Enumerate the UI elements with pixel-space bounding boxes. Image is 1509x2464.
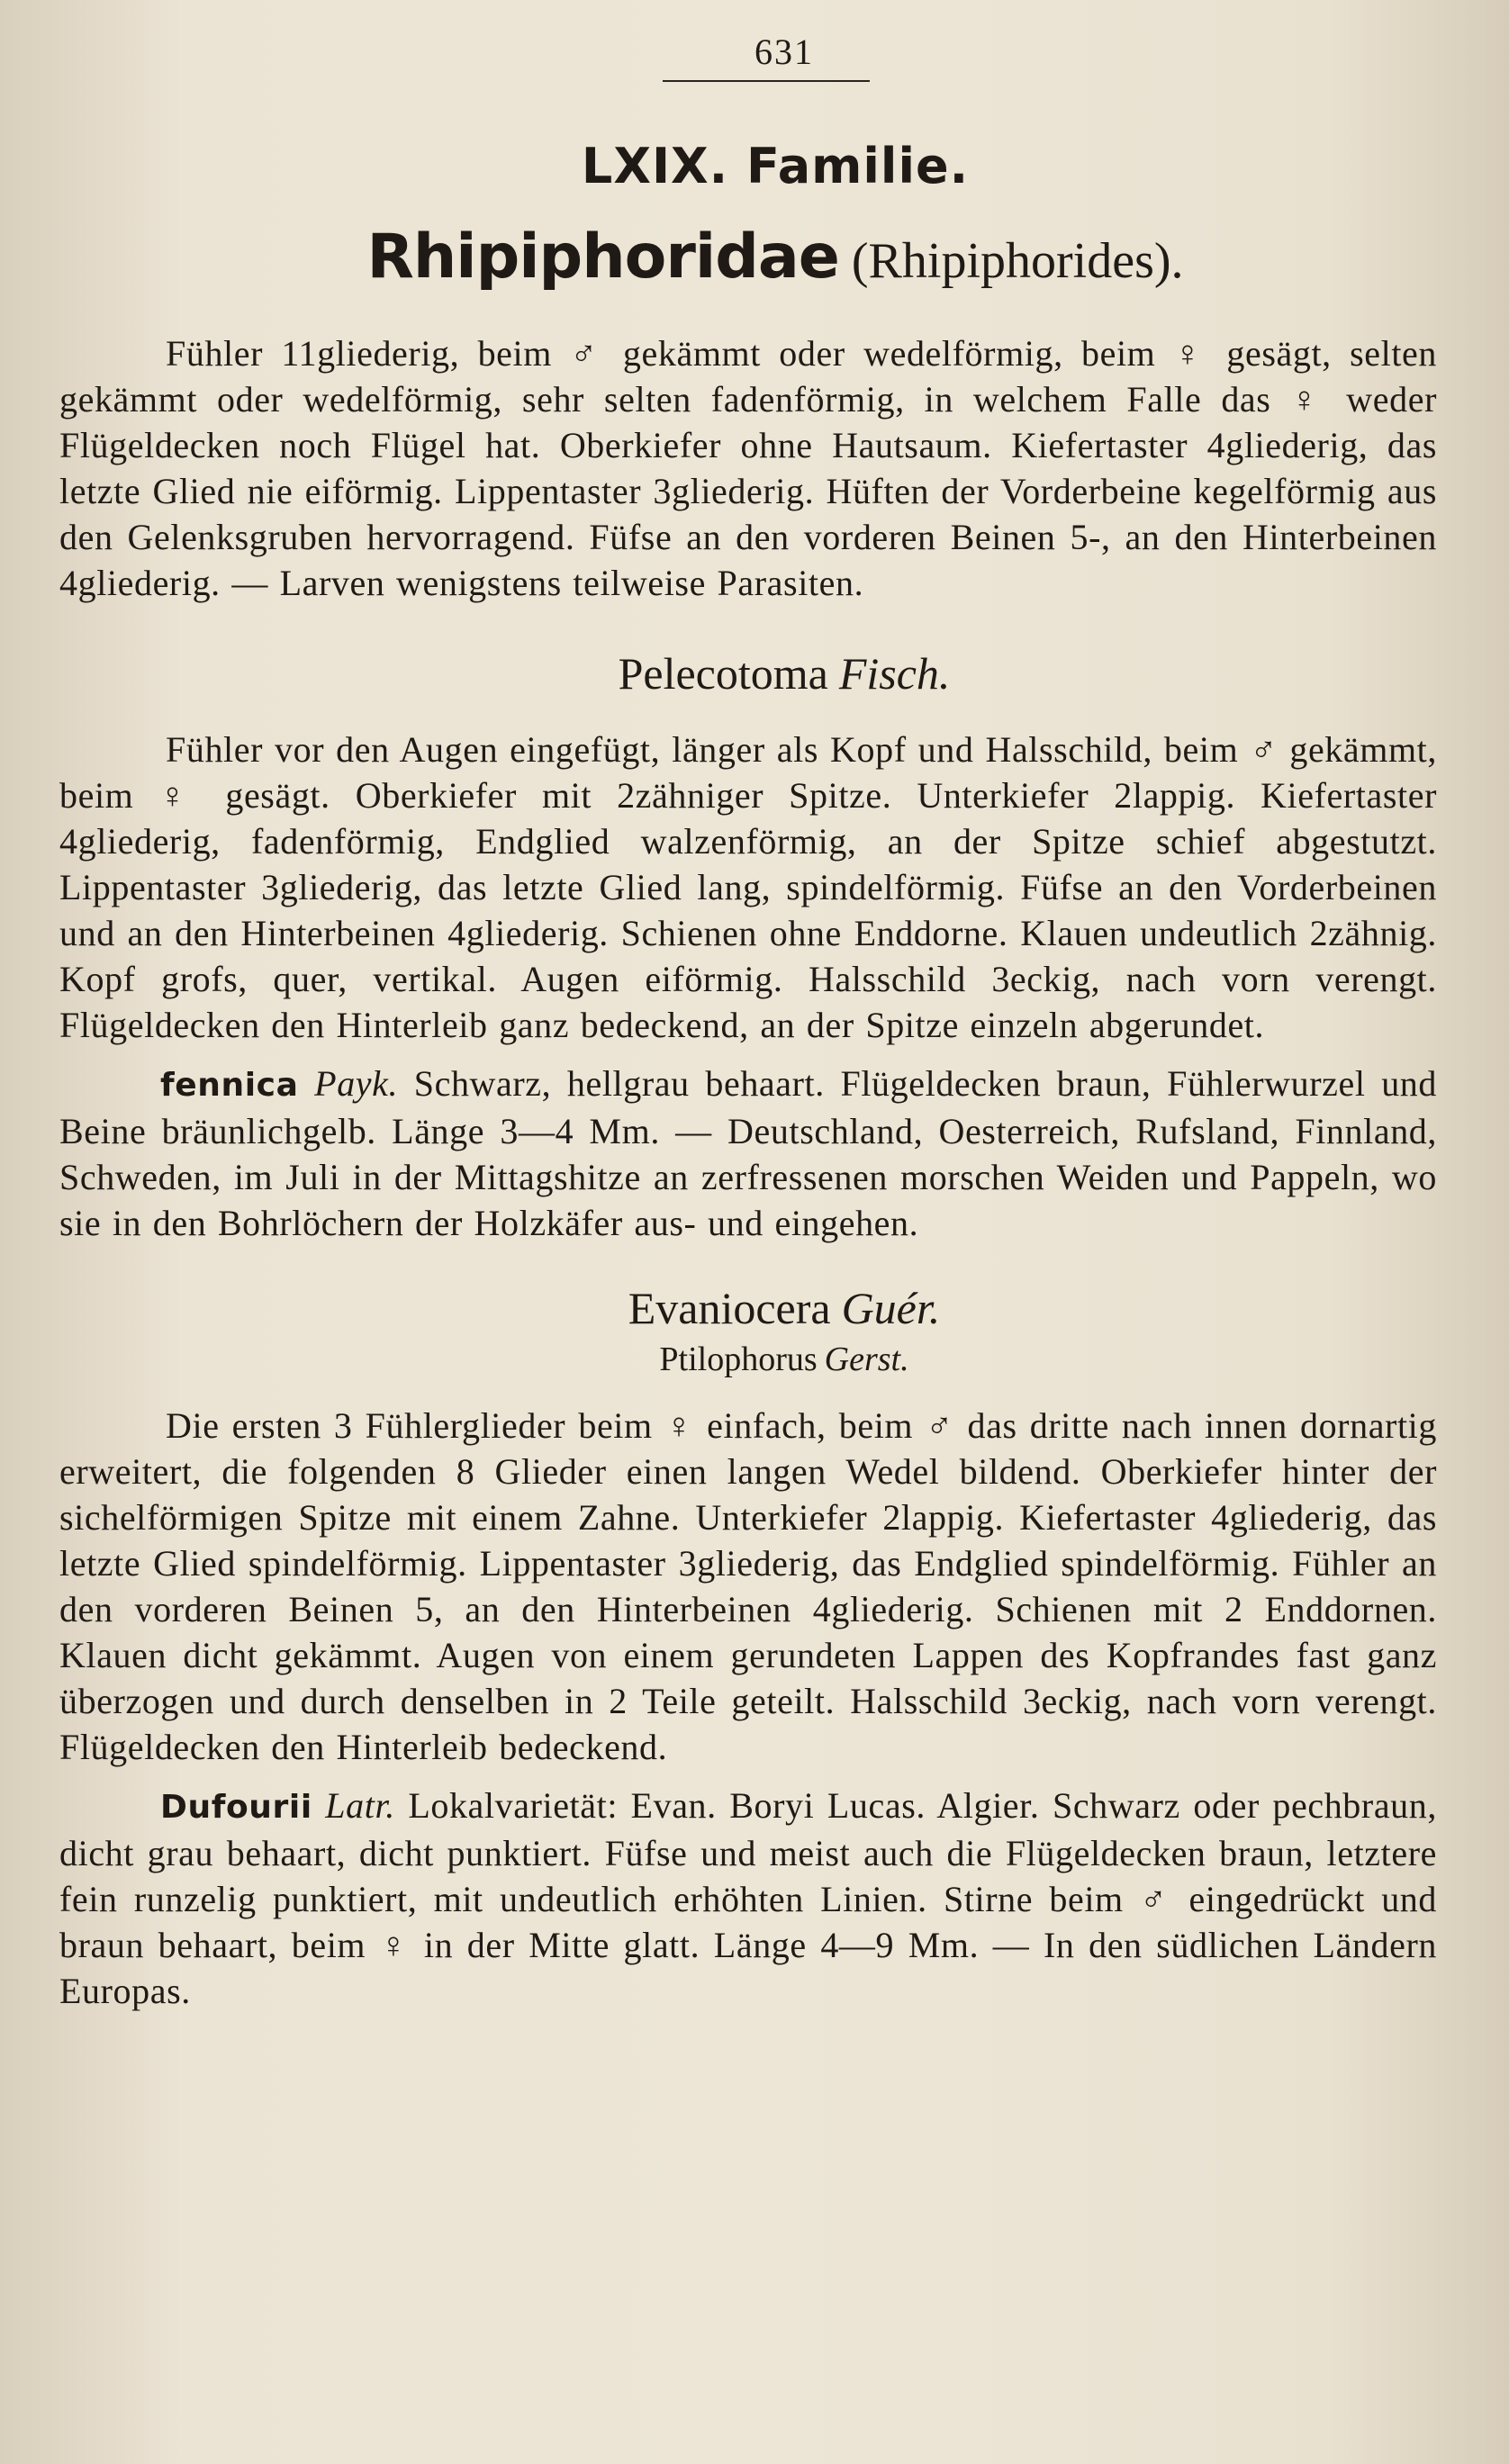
genus-author: Fisch. [838, 648, 951, 699]
family-title [113, 221, 1437, 293]
genus-author: Guér. [841, 1283, 941, 1333]
book-page [59, 27, 1437, 2014]
page-number-rule [663, 80, 870, 82]
synonym-name: Ptilophorus [659, 1340, 818, 1378]
genus-heading-evaniocera [131, 1282, 1437, 1334]
genus-description-pelecotoma: Fühler vor den Augen eingefügt, länger als Kopf und Halsschild, beim ♂ gekämmt, beim ♀ gesägt. Oberkiefer mit 2zähniger Spitze. Unterkiefer 2lappig. Kiefertaster 4gliederig, fadenförmig, Endglied walzenförmig, an der Spitze schief abgestutzt. Lippentaster 3gliederig, das letzte Glied lang, spindelförmig. Füfse an den Vorderbeinen und an den Hinterbeinen 4gliederig. Schienen ohne Enddorne. Klauen undeutlich 2zähnig. Kopf grofs, quer, vertikal. Augen eiförmig. Halsschild 3eckig, nach vorn verengt. Flügeldecken den Hinterleib ganz bedeckend, an der Spitze einzeln abgerundet. [59, 729, 1437, 1045]
species-name: fennica [160, 1067, 299, 1104]
family-heading: LXIX. Familie. [581, 138, 970, 194]
genus-synonym [131, 1340, 1437, 1379]
page-number: 631 [754, 32, 814, 72]
family-name: Rhipiphoridae [366, 221, 839, 293]
species-text: Lokalvarietät: Evan. Boryi Lucas. Algier. Schwarz oder pechbraun, dicht grau behaart, dicht punktiert. Füfse und meist auch die Flügeldecken braun, letztere fein runzelig punktiert, mit undeutlich erhöhten Linien. Stirne beim ♂ eingedrückt und braun behaart, beim ♀ in der Mitte glatt. Länge 4—9 Mm. — In den südlichen Ländern Europas. [59, 1785, 1437, 2011]
species-text: Schwarz, hellgrau behaart. Flügeldecken braun, Fühlerwurzel und Beine bräunlichgelb. Länge 3—4 Mm. — Deutschland, Oesterreich, Rufsland, Finnland, Schweden, im Juli in der Mittagshitze an zerfressenen morschen Weiden und Pappeln, wo sie in den Bohrlöchern der Holzkäfer aus- und eingehen. [59, 1063, 1438, 1243]
species-entry-fennica [59, 1061, 1437, 1246]
genus-name: Evaniocera [628, 1283, 831, 1333]
genus-heading-pelecotoma [131, 647, 1437, 699]
synonym-author: Gerst. [824, 1340, 909, 1378]
species-name: Dufourii [160, 1789, 312, 1826]
family-description: Fühler 11gliederig, beim ♂ gekämmt oder wedelförmig, beim ♀ gesägt, selten gekämmt oder wedelförmig, sehr selten fadenförmig, in welchem Falle das ♀ weder Flügeldecken noch Flügel hat. Oberkiefer ohne Hautsaum. Kiefertaster 4gliederig, das letzte Glied nie eiförmig. Lippentaster 3gliederig. Hüften der Vorderbeine kegelförmig aus den Gelenksgruben hervorragend. Füfse an den vorderen Beinen 5-, an den Hinterbeinen 4gliederig. — Larven wenigstens teilweise Parasiten. [59, 333, 1437, 603]
genus-name: Pelecotoma [618, 648, 828, 699]
genus-description-evaniocera: Die ersten 3 Fühlerglieder beim ♀ einfach, beim ♂ das dritte nach innen dornartig erweitert, die folgenden 8 Glieder einen langen Wedel bildend. Oberkiefer hinter der sichelförmigen Spitze mit einem Zahne. Unterkiefer 2lappig. Kiefertaster 4gliederig, das letzte Glied spindelförmig. Lippentaster 3gliederig, das Endglied spindelförmig. Fühler an den vorderen Beinen 5, an den Hinterbeinen 4gliederig. Schienen mit 2 Enddornen. Klauen dicht gekämmt. Augen von einem gerundeten Lappen des Kopfrandes fast ganz überzogen und durch denselben in 2 Teile geteilt. Halsschild 3eckig, nach vorn verengt. Flügeldecken den Hinterleib bedeckend. [59, 1405, 1437, 1767]
species-entry-dufourii [59, 1783, 1437, 2014]
species-author: Latr. [325, 1785, 395, 1826]
family-alt-name: (Rhipiphorides). [851, 233, 1184, 289]
species-author: Payk. [314, 1063, 399, 1104]
